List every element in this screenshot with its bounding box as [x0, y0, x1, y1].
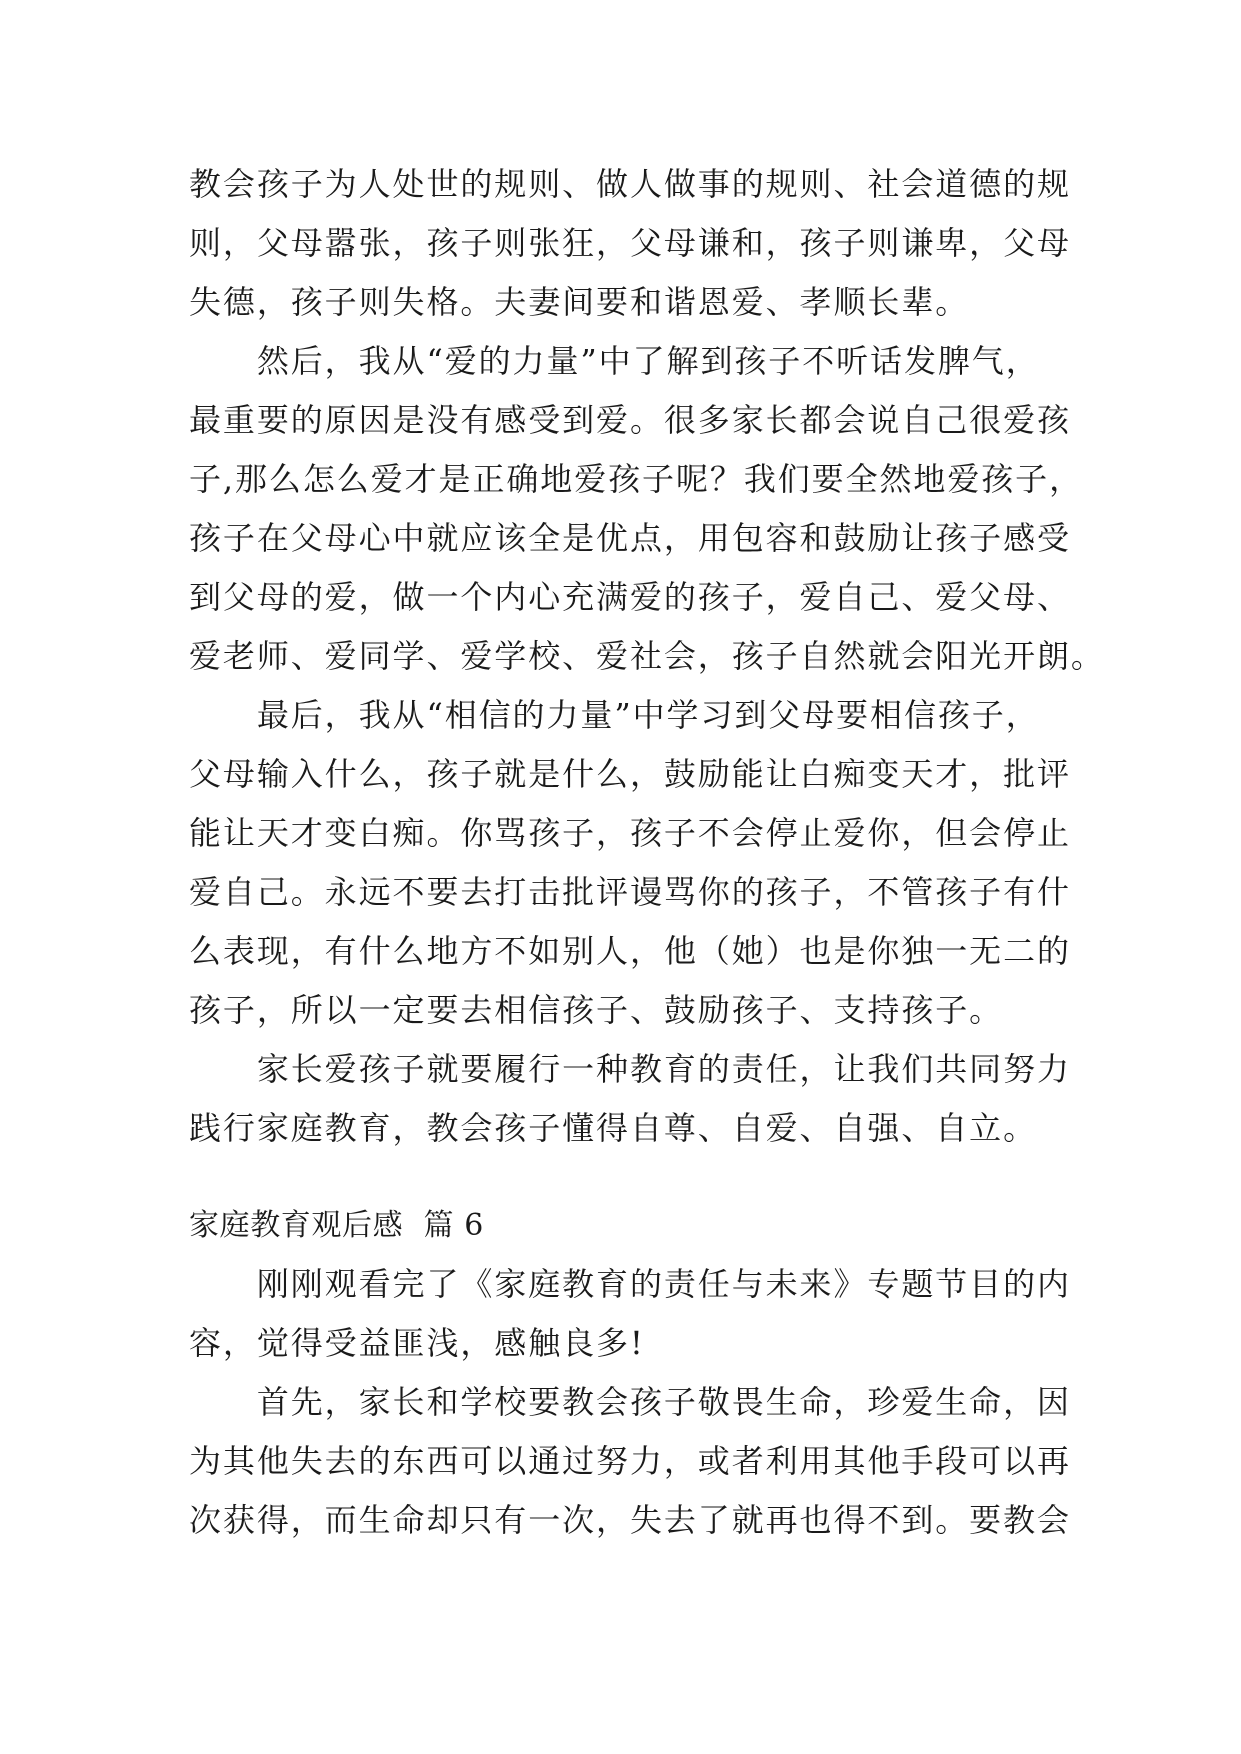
text-line: 践行家庭教育，教会孩子懂得自尊、自爱、自强、自立。: [189, 1109, 1038, 1147]
text-line: 最后，我从“相信的力量”中学习到父母要相信孩子，: [189, 696, 1040, 734]
article-body-part-2: [189, 1196, 1069, 1550]
text-line: 爱老师、爱同学、爱学校、爱社会，孩子自然就会阳光开朗。: [189, 637, 1105, 675]
text-line: 孩子，所以一定要去相信孩子、鼓励孩子、支持孩子。: [189, 991, 1004, 1029]
article-body-part-1: [189, 155, 1105, 1158]
text-line: 然后，我从“爱的力量”中了解到孩子不听话发脾气，: [189, 342, 1040, 380]
text-line: 为其他失去的东西可以通过努力，或者利用其他手段可以再: [189, 1442, 1071, 1480]
text-line: 家长爱孩子就要履行一种教育的责任，让我们共同努力: [189, 1050, 1071, 1088]
text-line: 到父母的爱，做一个内心充满爱的孩子，爱自己、爱父母、: [189, 578, 1071, 616]
text-line: 教会孩子为人处世的规则、做人做事的规则、社会道德的规: [189, 165, 1071, 203]
text-line: 子,那么怎么爱才是正确地爱孩子呢？我们要全然地爱孩子，: [189, 460, 1084, 498]
section-heading: 家庭教育观后感 篇 6: [189, 1208, 484, 1243]
text-line: 首先，家长和学校要教会孩子敬畏生命，珍爱生命，因: [189, 1383, 1071, 1421]
text-line: 最重要的原因是没有感受到爱。很多家长都会说自己很爱孩: [189, 401, 1071, 439]
text-line: 次获得，而生命却只有一次，失去了就再也得不到。要教会: [189, 1501, 1071, 1539]
text-line: 能让天才变白痴。你骂孩子，孩子不会停止爱你，但会停止: [189, 814, 1071, 852]
text-line: 失德，孩子则失格。夫妻间要和谐恩爱、孝顺长辈。: [189, 283, 970, 321]
text-line: 父母输入什么，孩子就是什么，鼓励能让白痴变天才，批评: [189, 755, 1071, 793]
text-line: 容，觉得受益匪浅，感触良多!: [189, 1324, 645, 1362]
text-line: 则，父母嚣张，孩子则张狂，父母谦和，孩子则谦卑，父母: [189, 224, 1071, 262]
text-line: 刚刚观看完了《家庭教育的责任与未来》专题节目的内: [189, 1265, 1071, 1303]
text-line: 孩子在父母心中就应该全是优点，用包容和鼓励让孩子感受: [189, 519, 1071, 557]
text-line: 么表现，有什么地方不如别人，他（她）也是你独一无二的: [189, 932, 1071, 970]
text-line: 爱自己。永远不要去打击批评谩骂你的孩子，不管孩子有什: [189, 873, 1071, 911]
